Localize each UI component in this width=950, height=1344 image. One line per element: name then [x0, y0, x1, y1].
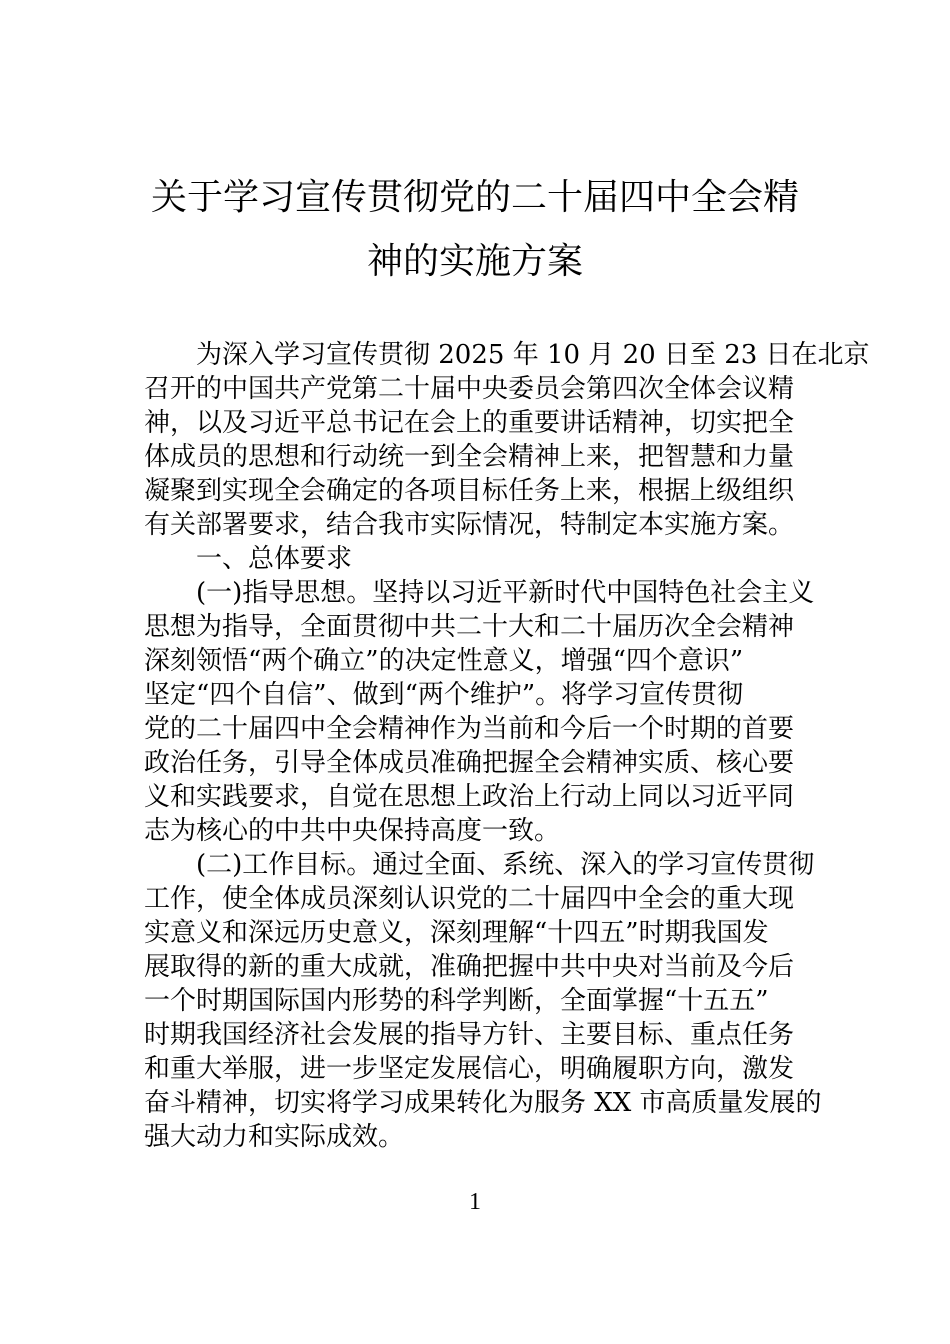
body-line: (二)工作目标。通过全面、系统、深入的学习宣传贯彻 — [196, 850, 815, 880]
body-line: 体成员的思想和行动统一到全会精神上来，把智慧和力量 — [144, 442, 795, 472]
body-line: 坚定“四个自信”、做到“两个维护”。将学习宣传贯彻 — [144, 680, 744, 710]
document-body — [144, 338, 870, 1154]
body-line: 一个时期国际国内形势的科学判断，全面掌握“十五五” — [144, 986, 769, 1016]
body-line: (一)指导思想。坚持以习近平新时代中国特色社会主义 — [196, 578, 815, 608]
body-line: 义和实践要求，自觉在思想上政治上行动上同以习近平同 — [144, 782, 795, 812]
body-line: 为深入学习宣传贯彻 2025 年 10 月 20 日至 23 日在北京 — [196, 340, 870, 370]
body-line: 时期我国经济社会发展的指导方针、主要目标、重点任务 — [144, 1020, 795, 1050]
body-line: 神，以及习近平总书记在会上的重要讲话精神，切实把全 — [144, 408, 795, 438]
body-line: 实意义和深远历史意义，深刻理解“十四五”时期我国发 — [144, 918, 769, 948]
title-line-1: 关于学习宣传贯彻党的二十届四中全会精 — [150, 177, 799, 218]
body-line: 一、总体要求 — [196, 544, 353, 574]
body-line: 党的二十届四中全会精神作为当前和今后一个时期的首要 — [144, 714, 795, 744]
title-line-2: 神的实施方案 — [366, 241, 583, 282]
body-line: 和重大举服，进一步坚定发展信心，明确履职方向，激发 — [144, 1054, 795, 1084]
body-line: 凝聚到实现全会确定的各项目标任务上来，根据上级组织 — [144, 476, 795, 506]
page-number: 1 — [469, 1189, 481, 1215]
body-line: 展取得的新的重大成就，准确把握中共中央对当前及今后 — [144, 952, 795, 982]
body-line: 志为核心的中共中央保持高度一致。 — [144, 816, 561, 846]
body-line: 有关部署要求，结合我市实际情况，特制定本实施方案。 — [144, 510, 795, 540]
body-line: 思想为指导，全面贯彻中共二十大和二十届历次全会精神 — [144, 612, 795, 642]
document-title — [140, 166, 810, 294]
body-line: 政治任务，引导全体成员准确把握全会精神实质、核心要 — [144, 748, 795, 778]
body-line: 奋斗精神，切实将学习成果转化为服务 XX 市高质量发展的 — [144, 1088, 822, 1118]
body-line: 强大动力和实际成效。 — [144, 1122, 405, 1152]
body-line: 召开的中国共产党第二十届中央委员会第四次全体会议精 — [144, 374, 795, 404]
body-line: 工作，使全体成员深刻认识党的二十届四中全会的重大现 — [144, 884, 795, 914]
body-line: 深刻领悟“两个确立”的决定性意义，增强“四个意识” — [144, 646, 744, 676]
